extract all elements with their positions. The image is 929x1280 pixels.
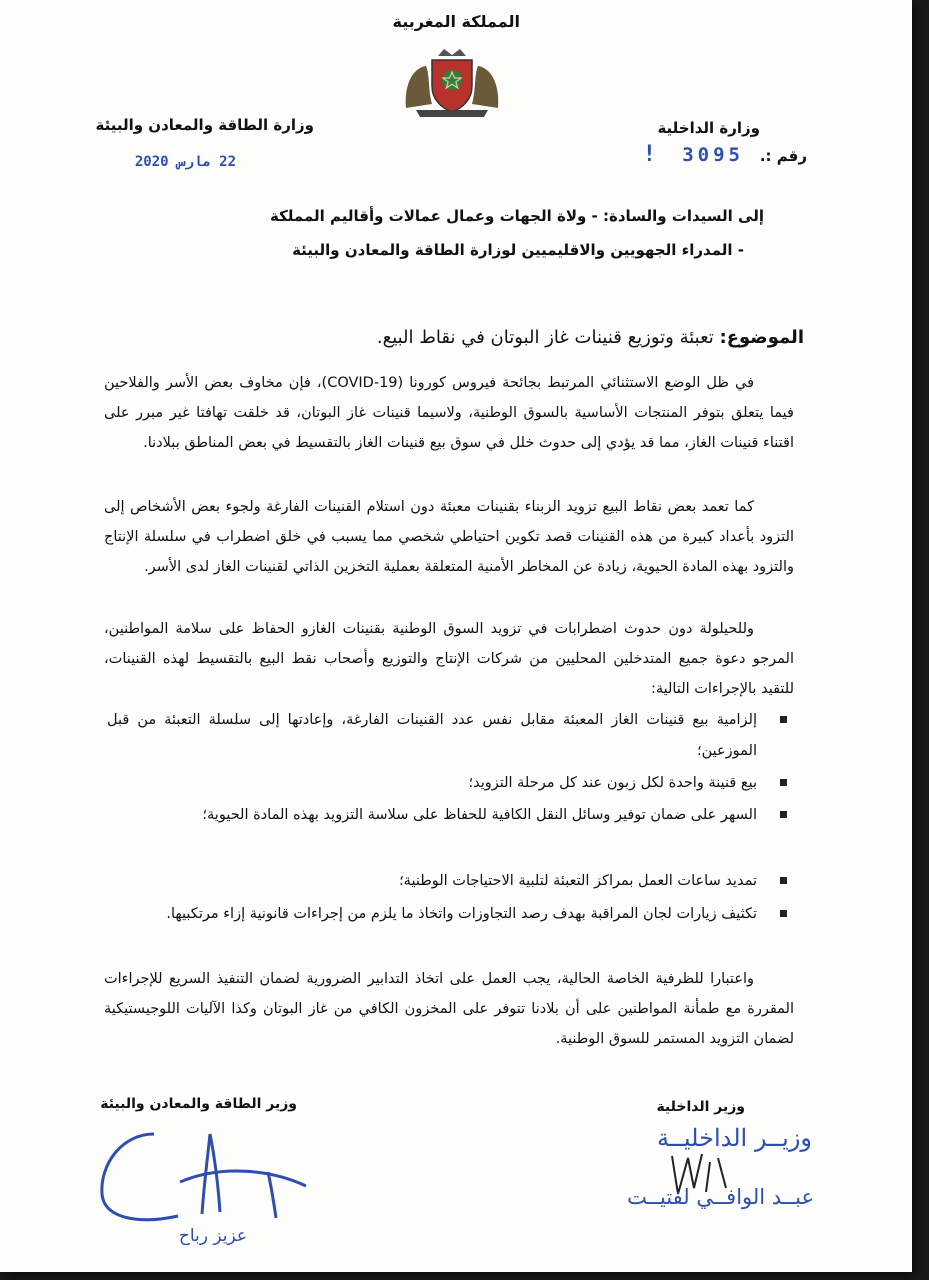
addressee-line-1: إلى السيدات والسادة: - ولاة الجهات وعمال عمالات وأقاليم المملكة (269, 207, 764, 225)
bullet-square-icon (780, 877, 787, 884)
list-item: بيع قنينة واحدة لكل زبون عند كل مرحلة التزويد؛ (107, 768, 787, 799)
handwritten-name-energy: عزيز رباح (178, 1226, 247, 1246)
signature-title-interior: وزير الداخلية (656, 1099, 745, 1115)
bullet-square-icon (780, 910, 787, 917)
royal-coat-of-arms (398, 46, 506, 118)
paragraph-1: في ظل الوضع الاستثنائي المرتبط بجائحة فيروس كورونا (COVID-19)، فإن مخاوف بعض الأسر والفلاحين فيما يتعلق بتوفر المنتجات الأساسية بالسوق الوطنية، ولاسيما قنينات غاز البوتان، قد خلقت تهافتا غير مبرر على اقتناء قنينات الغاز، مما قد يؤدي إلى حدوث خلل في سوق بيع قنينات الغاز بالتقسيط في بعض المناطق ببلادنا. (104, 375, 794, 451)
reference-label: رقم :. (759, 147, 807, 165)
list-item: إلزامية بيع قنينات الغاز المعبئة مقابل نفس عدد القنينات الفارغة، وإعادتها إلى سلسلة التعبئة من قبل الموزعين؛ (107, 705, 787, 767)
paragraph-4: واعتبارا للظرفية الخاصة الحالية، يجب العمل على اتخاذ التدابير الضرورية لضمان التنفيذ السريع للإجراءات المقررة مع طمأنة المواطنين على أن بلادنا تتوفر على المخزون الكافي من غاز البوتان وكذا الآليات اللوجيستيكية لضمان التزويد المستمر للسوق الوطنية. (104, 971, 794, 1047)
subject-line (377, 327, 804, 348)
paragraph-2: كما تعمد بعض نقاط البيع تزويد الزبناء بقنينات معبئة دون استلام القنينات الفارغة ولجوء بعض الأشخاص إلى التزود بأعداد كبيرة من هذه القنينات قصد تكوين احتياطي شخصي مما يسبب في خلق اضطراب في سلسلة الإنتاج والتزود بهذه المادة الحيوية، زيادة عن المخاطر الأمنية المتعلقة بعملية التخزين الذاتي لقنينات الغاز لدى الأسر. (104, 499, 794, 575)
date-stamp: 22 مارس 2020 (134, 154, 236, 170)
ministry-energy-header: وزارة الطاقة والمعادن والبيئة (95, 116, 314, 134)
stamp-tick: ! (642, 142, 656, 167)
list-item: تكثيف زيارات لجان المراقبة بهدف رصد التجاوزات واتخاذ ما يلزم من إجراءات قانونية إزاء مرتكبيها. (107, 899, 787, 930)
handwritten-title-interior: وزيــر الداخليــة (657, 1124, 812, 1152)
list-item: السهر على ضمان توفير وسائل النقل الكافية للحفاظ على سلاسة التزويد بهذه المادة الحيوية؛ (107, 800, 787, 831)
bullet-square-icon (780, 779, 787, 786)
bullet-square-icon (780, 716, 787, 723)
subject-text: تعبئة وتوزيع قنينات غاز البوتان في نقاط البيع. (376, 327, 714, 348)
subject-label: الموضوع: (719, 327, 804, 348)
kingdom-title: المملكة المغربية (392, 12, 520, 31)
addressee-line-2: - المدراء الجهويين والاقليميين لوزارة الطاقة والمعادن والبيئة (292, 241, 744, 259)
list-item: تمديد ساعات العمل بمراكز التعبئة لتلبية الاحتياجات الوطنية؛ (107, 866, 787, 897)
handwritten-signature-energy (92, 1124, 312, 1234)
ministry-interior-header: وزارة الداخلية (657, 119, 760, 137)
handwritten-name-interior: عبــد الوافــي لفتيــت (627, 1185, 814, 1209)
bullet-square-icon (780, 811, 787, 818)
paragraph-3: وللحيلولة دون حدوث اضطرابات في تزويد السوق الوطنية بقنينات الغازو الحفاظ على سلامة المواطنين، المرجو دعوة جميع المتدخلين المحليين من شركات الإنتاج والتوزيع وأصحاب نقط البيع بالتقسيط لهذه القنينات، للتقيد بالإجراءات التالية: (104, 621, 794, 697)
reference-number: 3095 (682, 144, 744, 166)
signature-title-energy: وزير الطاقة والمعادن والبيئة (100, 1096, 297, 1112)
